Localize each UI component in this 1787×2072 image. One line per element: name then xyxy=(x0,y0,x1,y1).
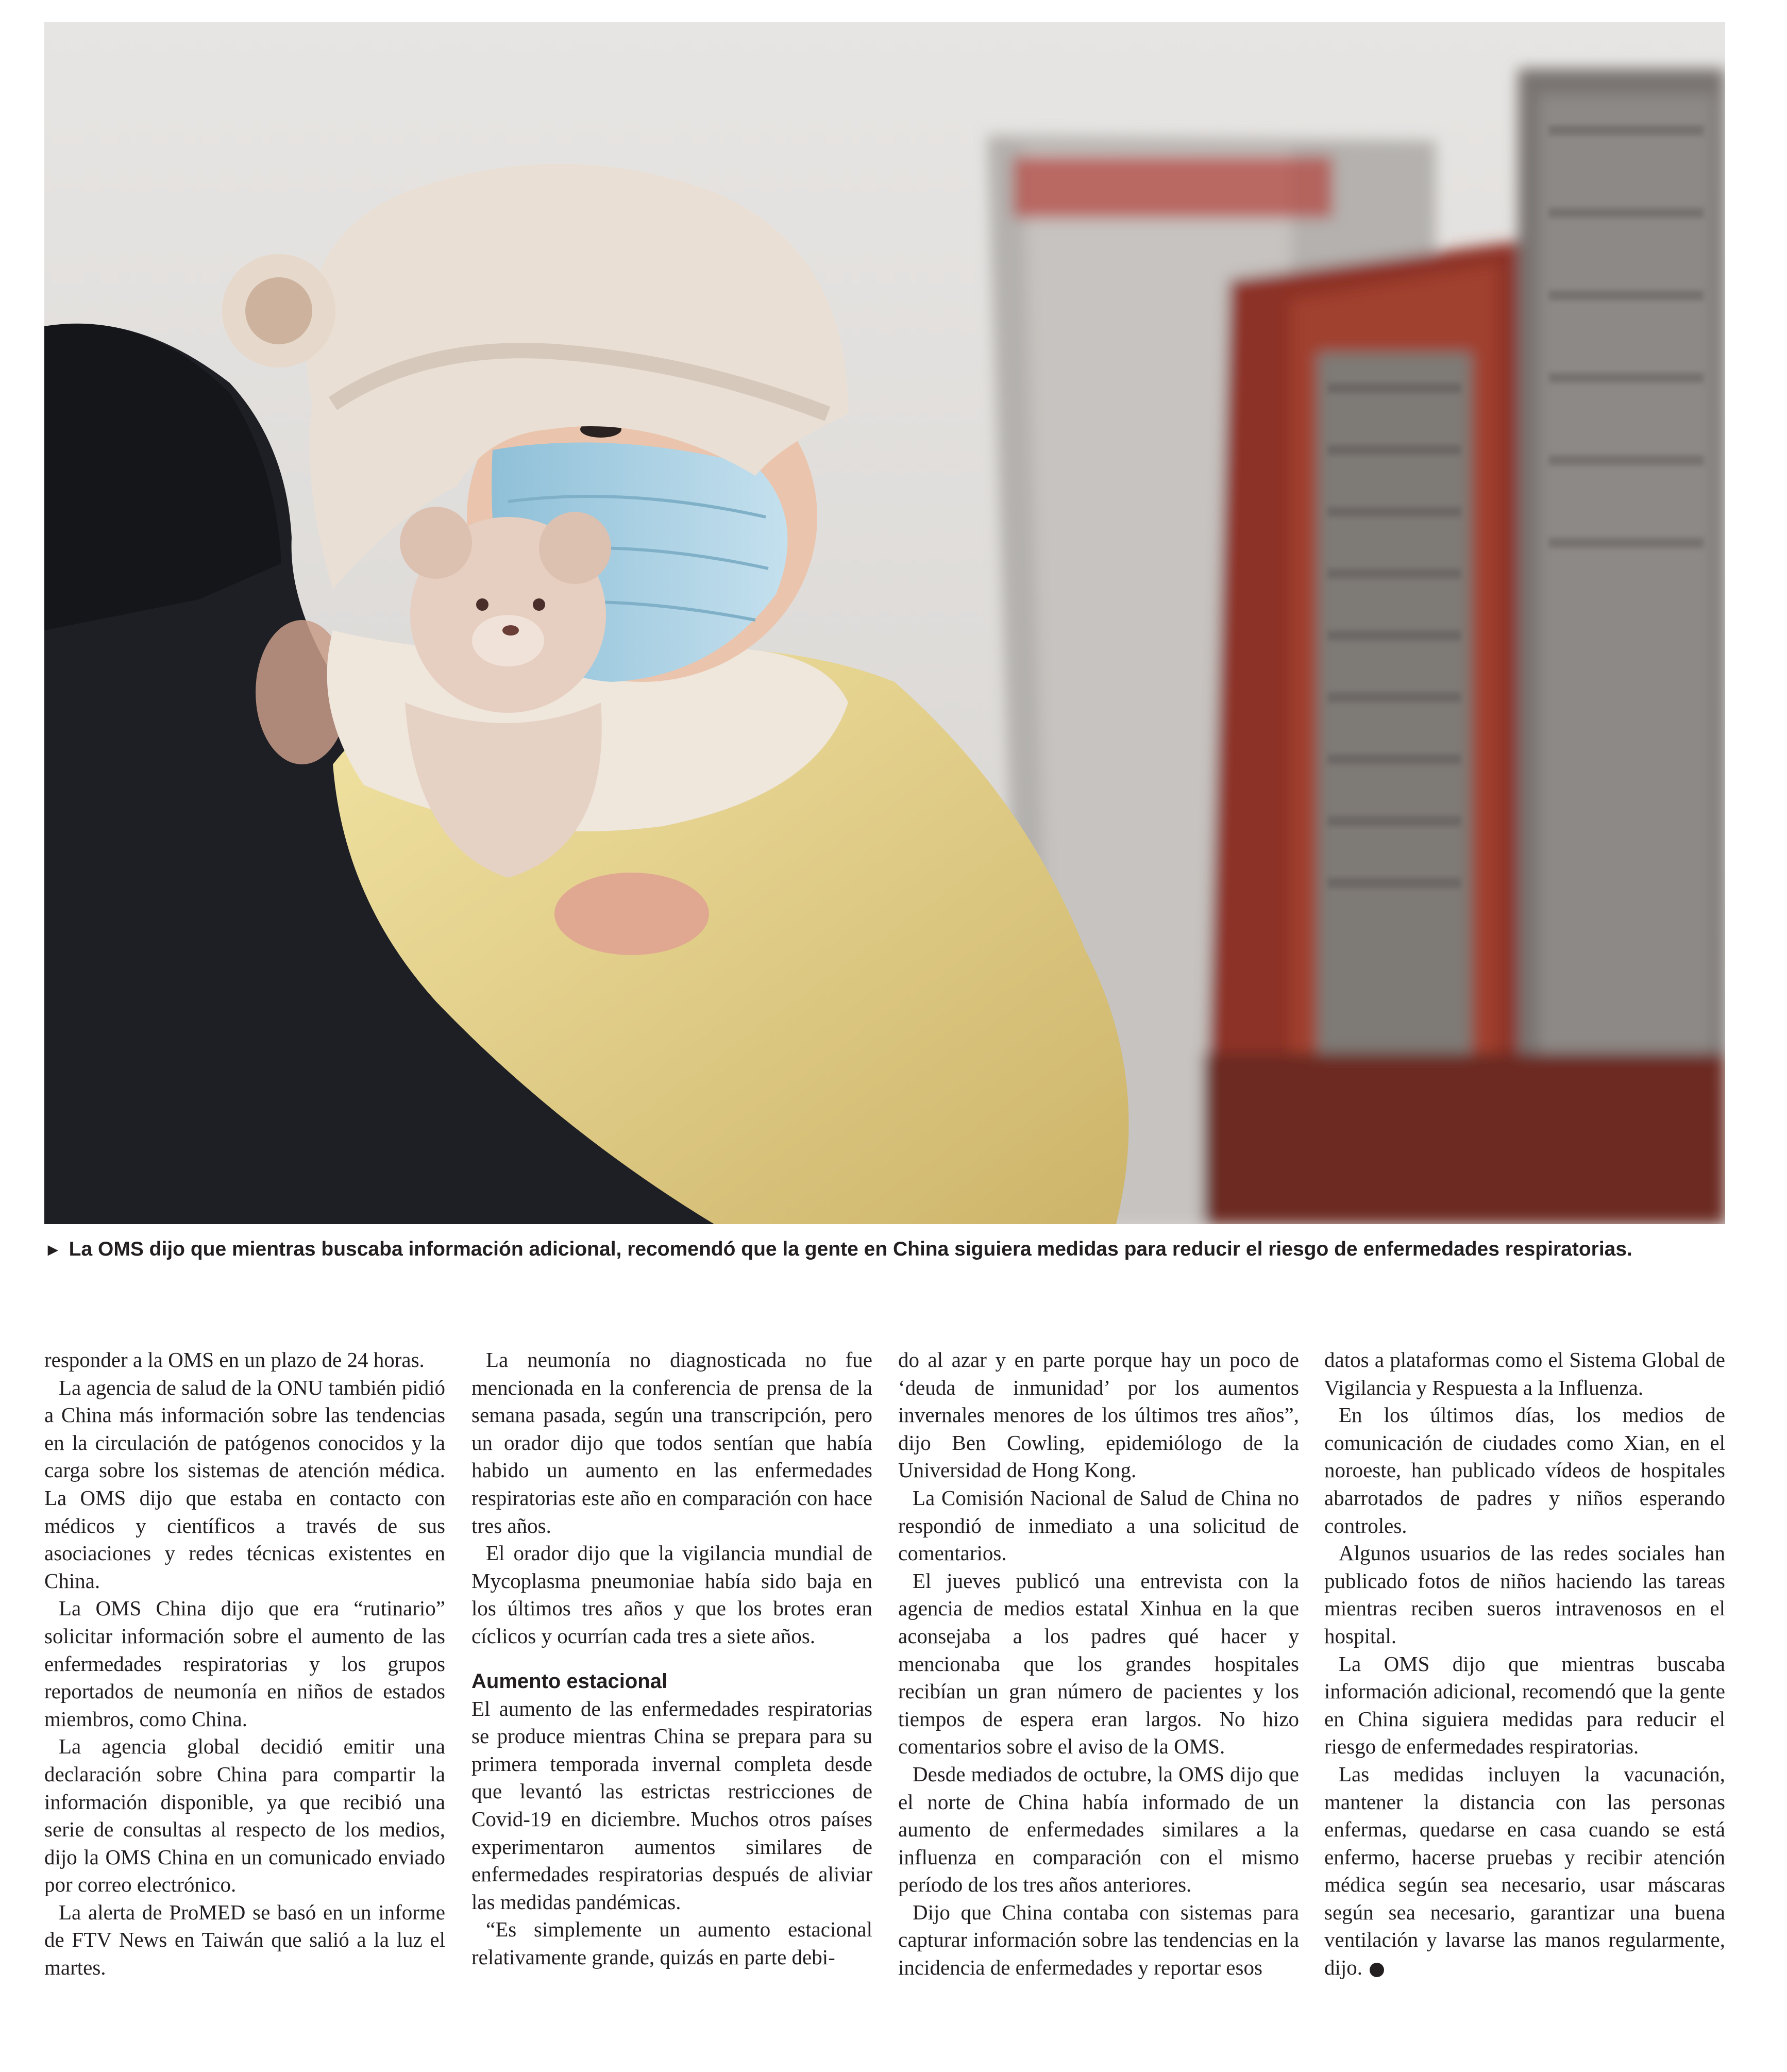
article-photo xyxy=(44,22,1725,1224)
article-column-1 xyxy=(44,1346,445,1982)
paragraph: Desde mediados de octubre, la OMS dijo que el norte de China había informado de un aumento de enfermedades similares a la influenza en comparación con el mismo período de los tres años anteriores. xyxy=(898,1762,1299,1897)
paragraph: La agencia global decidió emitir una declaración sobre China para compartir la información disponible, ya que recibió una serie de consultas al respecto de los medios, dijo la OMS China en un comunicado enviado por correo electrónico. xyxy=(44,1734,445,1897)
paragraph: La Comisión Nacional de Salud de China no respondió de inmediato a una solicitud de comentarios. xyxy=(898,1485,1299,1565)
paragraph-final xyxy=(1324,1761,1725,1982)
paragraph: Dijo que China contaba con sistemas para capturar información sobre las tendencias en la incidencia de enfermedades y reportar esos xyxy=(898,1900,1299,1980)
caption-arrow-icon: ► xyxy=(44,1240,62,1260)
photo-caption xyxy=(44,1236,1725,1263)
subheading: Aumento estacional xyxy=(471,1669,668,1693)
paragraph: En los últimos días, los medios de comunicación de ciudades como Xian, en el noroeste, han publicado vídeos de hospitales abarrotados de padres y niños esperando controles. xyxy=(1324,1403,1725,1538)
paragraph: La agencia de salud de la ONU también pidió a China más información sobre las tendencias en la circulación de patógenos conocidos y la carga sobre los sistemas de atención médica. La OMS dijo que estaba en contacto con médicos y científicos a través de sus asociaciones y redes técnicas existentes en China. xyxy=(44,1375,445,1593)
paragraph: responder a la OMS en un plazo de 24 horas. xyxy=(44,1348,425,1372)
paragraph: La OMS China dijo que era “rutinario” solicitar información sobre el aumento de las enfermedades respiratorias y los grupos reportados de neumonía en niños de estados miembros, como China. xyxy=(44,1596,445,1731)
paragraph: La alerta de ProMED se basó en un informe de FTV News en Taiwán que salió a la luz el martes. xyxy=(44,1900,445,1980)
article-column-3 xyxy=(898,1346,1299,1982)
paragraph-text: Las medidas incluyen la vacunación, mantener la distancia con las personas enfermas, quedarse en casa cuando se está enfermo, hacerse pruebas y recibir atención médica según sea necesario, usar máscaras según sea necesario, garantizar una buena ventilación y lavarse las manos regularmente, dijo. xyxy=(1324,1762,1725,1980)
photo-illustration xyxy=(44,22,1725,1224)
paragraph: El orador dijo que la vigilancia mundial de Mycoplasma pneumoniae había sido baja en los últimos tres años y que los brotes eran cíclicos y ocurrían cada tres a siete años. xyxy=(471,1541,872,1648)
paragraph: El jueves publicó una entrevista con la agencia de medios estatal Xinhua en la que aconsejaba a los padres qué hacer y mencionaba que los grandes hospitales recibían un gran número de pacientes y los tiempos de espera eran largos. No hizo comentarios sobre el aviso de la OMS. xyxy=(898,1568,1299,1759)
paragraph: El aumento de las enfermedades respiratorias se produce mientras China se prepara para su primera temporada invernal completa desde que levantó las estrictas restricciones de Covid-19 en diciembre. Muchos otros países experimentaron aumentos similares de enfermedades respiratorias después de aliviar las medidas pandémicas. xyxy=(471,1696,872,1914)
caption-text: La OMS dijo que mientras buscaba información adicional, recomendó que la gente en China siguiera medidas para reducir el riesgo de enfermedades respiratorias. xyxy=(69,1238,1632,1260)
article-column-4 xyxy=(1324,1346,1725,1982)
paragraph: datos a plataformas como el Sistema Global de Vigilancia y Respuesta a la Influenza. xyxy=(1324,1348,1725,1399)
paragraph: Algunos usuarios de las redes sociales han publicado fotos de niños haciendo las tareas mientras reciben sueros intravenosos en el hospital. xyxy=(1324,1541,1725,1648)
paragraph: La OMS dijo que mientras buscaba información adicional, recomendó que la gente en China siguiera medidas para reducir el riesgo de enfermedades respiratorias. xyxy=(1324,1651,1725,1759)
child-hand xyxy=(554,873,709,955)
paragraph: La neumonía no diagnosticada no fue mencionada en la conferencia de prensa de la semana pasada, según una transcripción, pero un orador dijo que todos sentían que había habido un aumento en las enfermedades respiratorias este año en comparación con hace tres años. xyxy=(471,1348,872,1538)
paragraph: “Es simplemente un aumento estacional relativamente grande, quizás en parte debi- xyxy=(471,1917,872,1969)
end-of-article-icon xyxy=(1370,1963,1384,1977)
article-column-2 xyxy=(471,1346,872,1971)
paragraph: do al azar y en parte porque hay un poco de ‘deuda de inmunidad’ por los aumentos invernales menores de los últimos tres años”, dijo Ben Cowling, epidemiólogo de la Universidad de Hong Kong. xyxy=(898,1348,1299,1482)
